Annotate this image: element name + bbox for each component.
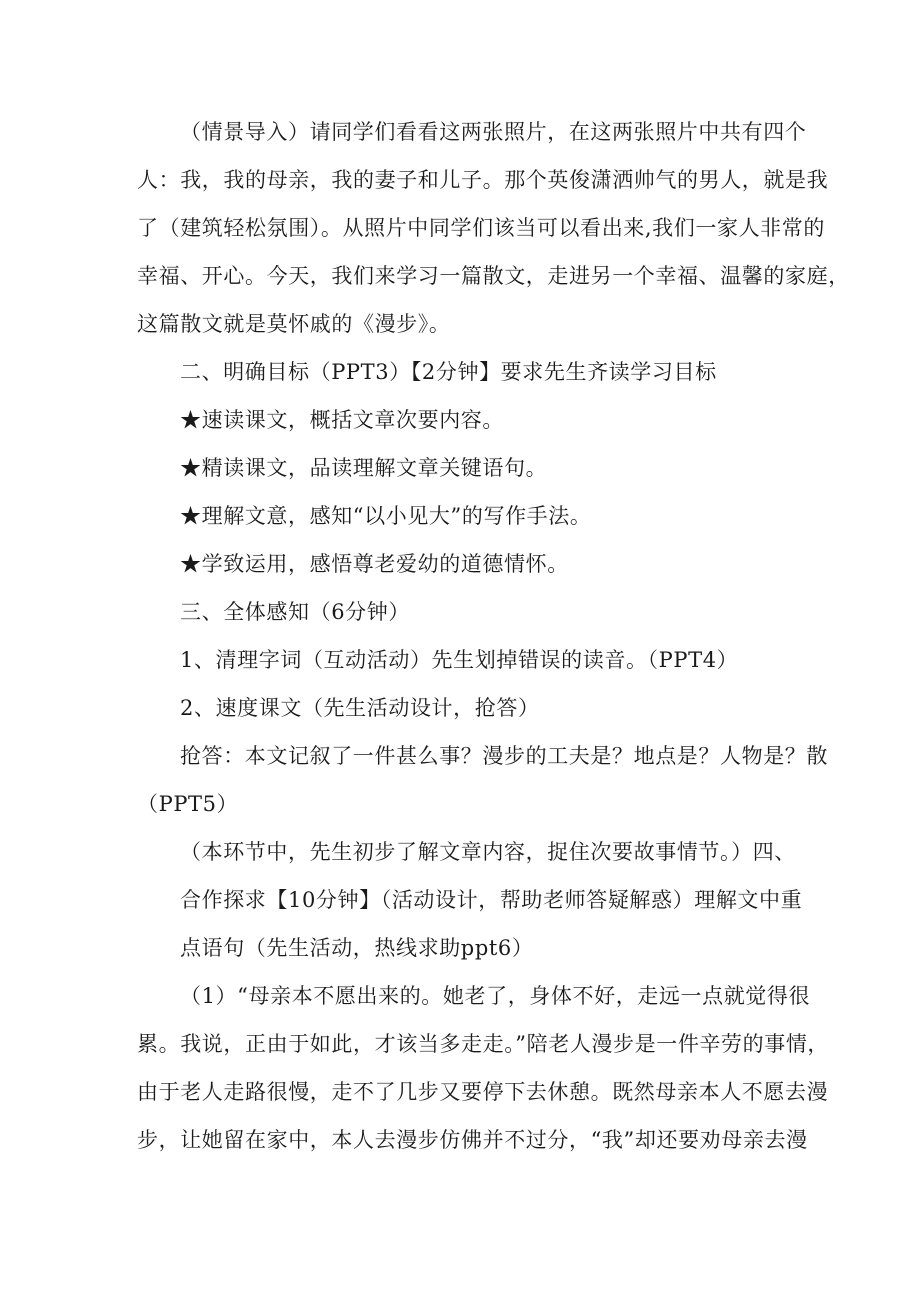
section-heading-perception: 三、全体感知（6分钟） (180, 600, 410, 624)
text-line-3: 了（建筑轻松氛围）。从照片中同学们该当可以看出来,我们一家人非常的 (137, 216, 825, 240)
text-line-21: 由于老人走路很慢，走不了几步又要停下去休憩。既然母亲本人不愿去漫 (137, 1080, 829, 1104)
objective-item-3: ★理解文意，感知“以小见大”的写作手法。 (180, 504, 592, 528)
objective-item-4: ★学致运用，感悟尊老爱幼的道德情怀。 (180, 552, 569, 576)
text-line-13: 2、速度课文（先生活动设计，抢答） (180, 696, 540, 720)
text-line-19: （1）“母亲本不愿出来的。她老了，身体不好，走远一点就觉得很 (180, 984, 811, 1008)
text-line-1: （情景导入）请同学们看看这两张照片，在这两张照片中共有四个 (180, 120, 807, 144)
objective-item-2: ★精读课文，品读理解文章关键语句。 (180, 456, 548, 480)
text-line-16: （本环节中，先生初步了解文章内容，捉住次要故事情节。）四、 (180, 840, 796, 864)
text-line-2: 人：我，我的母亲，我的妻子和儿子。那个英俊潇洒帅气的男人，就是我 (137, 168, 829, 192)
objective-item-1: ★速读课文，概括文章次要内容。 (180, 408, 504, 432)
text-line-20: 累。我说，正由于如此，才该当多走走。”陪老人漫步是一件辛劳的事情， (137, 1032, 830, 1056)
text-line-14: 抢答：本文记叙了一件甚么事？漫步的工夫是？地点是？人物是？散 (180, 744, 828, 768)
text-line-17: 合作探求【10分钟】（活动设计，帮助老师答疑解惑）理解文中重 (180, 888, 803, 912)
text-line-4: 幸福、开心。今天，我们来学习一篇散文，走进另一个幸福、温馨的家庭， (137, 264, 850, 288)
text-line-5: 这篇散文就是莫怀戚的《漫步》。 (137, 312, 451, 336)
section-heading-objectives: 二、明确目标（PPT3）【2分钟】要求先生齐读学习目标 (180, 360, 717, 384)
text-line-15: （PPT5） (137, 792, 239, 816)
text-line-18: 点语句（先生活动，热线求助ppt6） (180, 936, 534, 960)
text-line-12: 1、清理字词（互动活动）先生划掉错误的读音。（PPT4） (180, 648, 739, 672)
text-line-22: 步，让她留在家中，本人去漫步仿佛并不过分，“我”却还要劝母亲去漫 (137, 1128, 808, 1152)
